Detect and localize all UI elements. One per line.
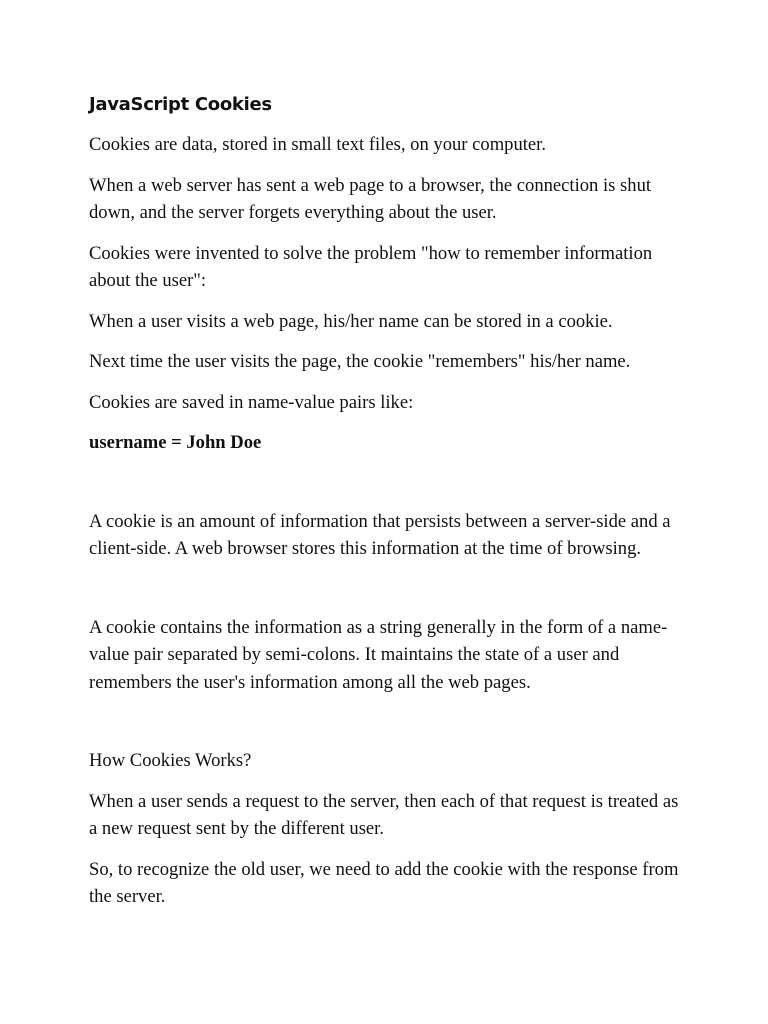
section-heading-how-cookies-work: How Cookies Works?	[89, 750, 252, 771]
paragraph-cookie-amount: A cookie is an amount of information that persists between a server-side and a client-side. A web browser stores this information at the time of browsing.	[89, 510, 671, 559]
spacer	[89, 470, 689, 508]
paragraph-cookie-contains: A cookie contains the information as a string generally in the form of a name-value pair separated by semi-colons. It maintains the state of a user and remembers the user's information among all the web pages.	[89, 616, 668, 693]
spacer	[89, 576, 689, 614]
paragraph-cookies-invented: Cookies were invented to solve the problem "how to remember information about the user":	[89, 242, 653, 291]
paragraph-user-visits: When a user visits a web page, his/her name can be stored in a cookie.	[89, 310, 613, 332]
document-content	[89, 92, 689, 924]
paragraph-next-time: Next time the user visits the page, the cookie "remembers" his/her name.	[89, 351, 631, 372]
paragraph-name-value-pairs: Cookies are saved in name-value pairs like:	[89, 391, 414, 413]
paragraph-recognize-old-user: So, to recognize the old user, we need to add the cookie with the response from the server.	[89, 858, 679, 907]
page-title: JavaScript Cookies	[89, 94, 272, 115]
example-username: username = John Doe	[89, 432, 262, 453]
paragraph-user-request: When a user sends a request to the server, then each of that request is treated as a new request sent by the different user.	[89, 790, 679, 839]
paragraph-server-forgets: When a web server has sent a web page to a browser, the connection is shut down, and the server forgets everything about the user.	[89, 174, 652, 223]
spacer	[89, 709, 689, 747]
paragraph-cookies-definition: Cookies are data, stored in small text files, on your computer.	[89, 134, 546, 155]
